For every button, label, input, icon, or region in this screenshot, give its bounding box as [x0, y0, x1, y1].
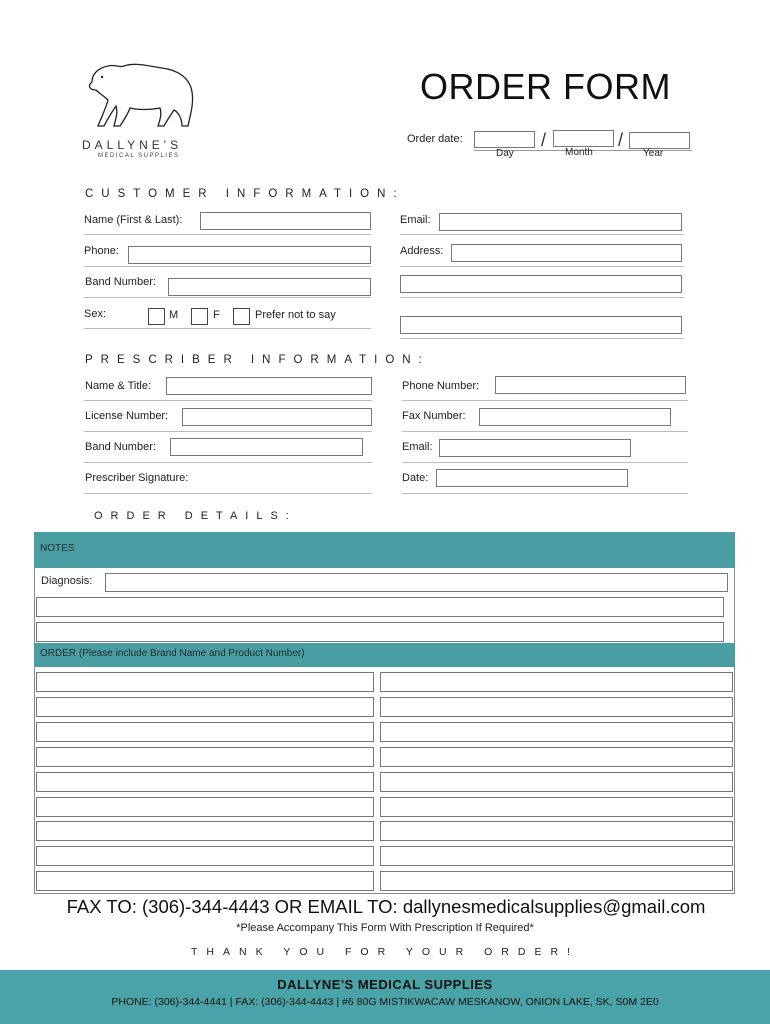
- order-date-label: Order date:: [407, 133, 463, 145]
- order-item-right-input[interactable]: [380, 747, 733, 767]
- order-date-year-caption: Year: [643, 148, 664, 159]
- order-item-left-input[interactable]: [36, 772, 374, 792]
- prescriber-phone-input[interactable]: [495, 376, 686, 394]
- notes-line-1-input[interactable]: [36, 597, 724, 617]
- order-item-right-input[interactable]: [380, 672, 733, 692]
- customer-address-line3-input[interactable]: [400, 316, 682, 334]
- order-item-right-input[interactable]: [380, 821, 733, 841]
- customer-name-label: Name (First & Last):: [84, 214, 183, 226]
- order-item-right-input[interactable]: [380, 772, 733, 792]
- order-item-right-input[interactable]: [380, 697, 733, 717]
- order-date-day-caption: Day: [496, 148, 514, 159]
- prescriber-license-label: License Number:: [85, 410, 169, 422]
- prescriber-name-label: Name & Title:: [85, 380, 152, 392]
- customer-band-input[interactable]: [168, 278, 371, 296]
- order-date-month-caption: Month: [565, 147, 593, 158]
- order-date-month-input[interactable]: [553, 130, 614, 147]
- prescriber-phone-label: Phone Number:: [402, 380, 480, 392]
- brand-tagline: MEDICAL SUPPLIES: [98, 153, 180, 159]
- order-item-right-input[interactable]: [380, 871, 733, 891]
- customer-phone-input[interactable]: [128, 246, 371, 264]
- footer-bar: [0, 970, 770, 1024]
- order-date-slash: /: [541, 130, 547, 150]
- customer-address-line2-input[interactable]: [400, 275, 682, 293]
- sex-f-checkbox[interactable]: [191, 308, 208, 325]
- order-item-left-input[interactable]: [36, 821, 374, 841]
- order-date-day-input[interactable]: [474, 131, 535, 148]
- notes-line-2-input[interactable]: [36, 622, 724, 642]
- order-item-left-input[interactable]: [36, 747, 374, 767]
- fax-email-line: FAX TO: (306)-344-4443 OR EMAIL TO: dallynesmedicalsupplies@gmail.com: [66, 896, 706, 917]
- diagnosis-label: Diagnosis:: [41, 575, 93, 587]
- prescriber-band-input[interactable]: [170, 438, 363, 456]
- notes-header: NOTES: [34, 532, 735, 568]
- order-item-right-input[interactable]: [380, 846, 733, 866]
- order-item-left-input[interactable]: [36, 722, 374, 742]
- order-header: ORDER (Please include Brand Name and Product Number): [34, 643, 735, 667]
- footer-contact: PHONE: (306)-344-4441 | FAX: (306)-344-4443 | #6 80G MISTIKWACAW MESKANOW, ONION LAKE, SK, S0M 2E0: [111, 996, 659, 1008]
- prescriber-signature-label: Prescriber Signature:: [85, 472, 189, 484]
- prescriber-email-input[interactable]: [439, 439, 631, 457]
- footer-company: DALLYNE'S MEDICAL SUPPLIES: [277, 977, 493, 992]
- bear-icon: [78, 60, 208, 135]
- order-item-left-input[interactable]: [36, 871, 374, 891]
- customer-address-input[interactable]: [451, 244, 682, 262]
- sex-m-checkbox[interactable]: [148, 308, 165, 325]
- order-date-slash: /: [618, 130, 624, 150]
- customer-address-label: Address:: [400, 245, 444, 257]
- order-item-right-input[interactable]: [380, 797, 733, 817]
- order-item-right-input[interactable]: [380, 722, 733, 742]
- prescription-note: *Please Accompany This Form With Prescription If Required*: [236, 922, 534, 934]
- prescriber-section-heading: PRESCRIBER INFORMATION:: [85, 354, 430, 366]
- prescriber-fax-input[interactable]: [479, 408, 671, 426]
- logo: [78, 60, 208, 165]
- order-date-year-input[interactable]: [629, 132, 690, 149]
- prescriber-band-label: Band Number:: [85, 441, 156, 453]
- customer-email-label: Email:: [400, 214, 431, 226]
- prescriber-date-label: Date:: [402, 472, 429, 484]
- prescriber-fax-label: Fax Number:: [402, 410, 466, 422]
- prescriber-license-input[interactable]: [182, 408, 372, 426]
- prescriber-name-input[interactable]: [166, 377, 372, 395]
- customer-phone-label: Phone:: [84, 245, 119, 257]
- sex-m-label: M: [169, 309, 179, 321]
- sex-other-label: Prefer not to say: [255, 309, 336, 321]
- customer-sex-label: Sex:: [84, 308, 107, 320]
- customer-band-label: Band Number:: [85, 276, 156, 288]
- brand-name: DALLYNE'S: [82, 138, 183, 152]
- order-item-left-input[interactable]: [36, 672, 374, 692]
- order-item-left-input[interactable]: [36, 846, 374, 866]
- customer-section-heading: CUSTOMER INFORMATION:: [85, 188, 405, 200]
- customer-email-input[interactable]: [439, 213, 682, 231]
- prescriber-email-label: Email:: [402, 441, 433, 453]
- sex-other-checkbox[interactable]: [233, 308, 250, 325]
- diagnosis-input[interactable]: [105, 573, 728, 592]
- sex-f-label: F: [213, 309, 220, 321]
- order-item-left-input[interactable]: [36, 697, 374, 717]
- customer-name-input[interactable]: [200, 212, 371, 230]
- page-title: ORDER FORM: [420, 66, 671, 107]
- order-item-left-input[interactable]: [36, 797, 374, 817]
- thank-you-message: THANK YOU FOR YOUR ORDER!: [191, 946, 579, 958]
- order-details-heading: ORDER DETAILS:: [94, 510, 297, 522]
- prescriber-date-input[interactable]: [436, 469, 628, 487]
